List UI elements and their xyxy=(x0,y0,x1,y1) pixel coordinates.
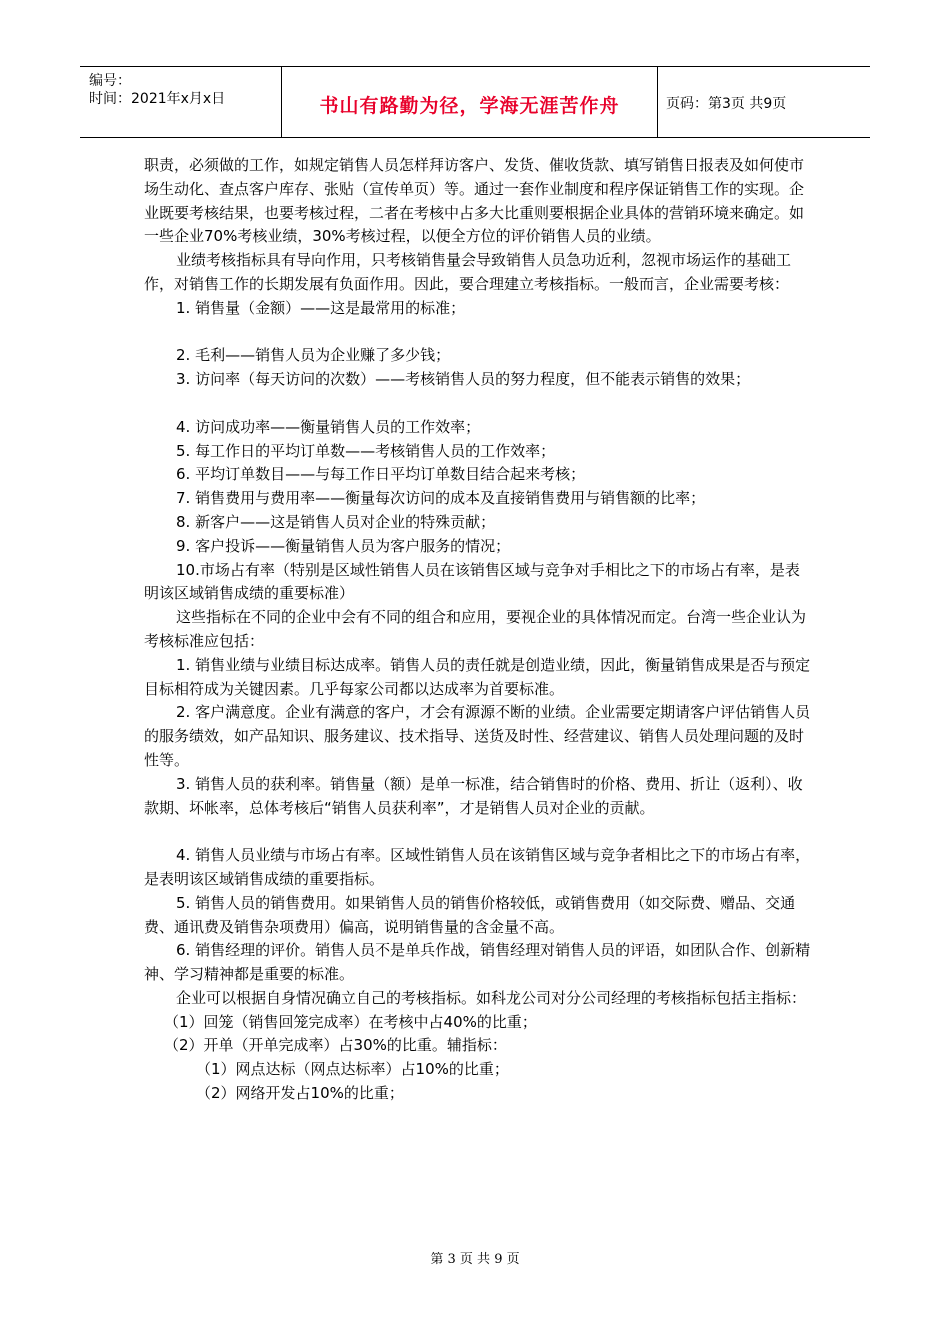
list-item: 6. 销售经理的评价。销售人员不是单兵作战，销售经理对销售人员的评语，如团队合作、创新精神、学习精神都是重要的标准。 xyxy=(144,941,811,984)
page-footer: 第 3 页 共 9 页 xyxy=(430,1252,520,1267)
list-item: 9. 客户投诉——衡量销售人员为客户服务的情况； xyxy=(176,536,511,555)
page-header xyxy=(80,66,870,138)
paragraph: 企业可以根据自身情况确立自己的考核指标。如科龙公司对分公司经理的考核指标包括主指标： xyxy=(176,988,807,1007)
spacer xyxy=(144,321,814,345)
list-item: 3. 销售人员的获利率。销售量（额）是单一标准，结合销售时的价格、费用、折让（返利）、收款期、坏帐率，总体考核后“销售人员获利率”，才是销售人员对企业的贡献。 xyxy=(144,774,803,817)
list-item: 3. 访问率（每天访问的次数）——考核销售人员的努力程度，但不能表示销售的效果； xyxy=(176,370,751,389)
spacer xyxy=(144,392,814,416)
list-item: 1. 销售量（金额）——这是最常用的标准； xyxy=(176,298,466,317)
paragraph: 业绩考核指标具有导向作用，只考核销售量会导致销售人员急功近利，忽视市场运作的基础工作，对销售工作的长期发展有负面作用。因此，要合理建立考核指标。一般而言，企业需要考核： xyxy=(144,251,792,293)
list-item: 1. 销售业绩与业绩目标达成率。销售人员的责任就是创造业绩，因此，衡量销售成果是否与预定目标相符成为关键因素。几乎每家公司都以达成率为首要标准。 xyxy=(144,655,811,698)
list-item: （1）回笼（销售回笼完成率）在考核中占40%的比重； xyxy=(164,1012,537,1031)
document-date-label: 时间：2021年x月x日 xyxy=(89,91,226,107)
list-item: 4. 访问成功率——衡量销售人员的工作效率； xyxy=(176,417,481,436)
list-item: 6. 平均订单数目——与每工作日平均订单数目结合起来考核； xyxy=(176,465,586,484)
list-item: 2. 毛利——销售人员为企业赚了多少钱； xyxy=(176,346,451,365)
list-item: （2）开单（开单完成率）占30%的比重。辅指标： xyxy=(164,1036,507,1055)
list-item: 10.市场占有率（特别是区域性销售人员在该销售区域与竞争对手相比之下的市场占有率，是表明该区域销售成绩的重要标准） xyxy=(144,560,800,603)
header-motto: 书山有路勤为径，学海无涯苦作舟 xyxy=(319,95,620,117)
header-left-cell xyxy=(80,67,282,137)
paragraph: 这些指标在不同的企业中会有不同的组合和应用，要视企业的具体情况而定。台湾一些企业认为考核标准应包括： xyxy=(144,608,807,650)
list-item: 7. 销售费用与费用率——衡量每次访问的成本及直接销售费用与销售额的比率； xyxy=(176,489,706,508)
list-item: （1）网点达标（网点达标率）占10%的比重； xyxy=(196,1060,509,1079)
header-page-number: 页码：第3页 共9页 xyxy=(666,96,787,112)
paragraph: 职责，必须做的工作，如规定销售人员怎样拜访客户、发货、催收货款、填写销售日报表及如何使市场生动化、查点客户库存、张贴（宣传单页）等。通过一套作业制度和程序保证销售工作的实现。企业既要考核结果，也要考核过程，二者在考核中占多大比重则要根据企业具体的营销环境来确定。如一些企业70%考核业绩，30%考核过程，以便全方位的评价销售人员的业绩。 xyxy=(144,156,805,246)
spacer xyxy=(144,820,814,844)
list-item: 4. 销售人员业绩与市场占有率。区域性销售人员在该销售区域与竞争者相比之下的市场占有率，是表明该区域销售成绩的重要指标。 xyxy=(144,846,811,888)
document-number-label: 编号： xyxy=(89,73,131,89)
header-center-cell xyxy=(282,67,658,137)
list-item: 2. 客户满意度。企业有满意的客户，才会有源源不断的业绩。企业需要定期请客户评估销售人员的服务绩效，如产品知识、服务建议、技术指导、送货及时性、经营建议、销售人员处理问题的及时性等。 xyxy=(144,703,811,769)
list-item: 5. 每工作日的平均订单数——考核销售人员的工作效率； xyxy=(176,441,556,460)
list-item: （2）网络开发占10%的比重； xyxy=(196,1084,404,1103)
list-item: 8. 新客户——这是销售人员对企业的特殊贡献； xyxy=(176,512,496,531)
header-right-cell xyxy=(658,67,870,137)
list-item: 5. 销售人员的销售费用。如果销售人员的销售价格较低，或销售费用（如交际费、赠品、交通费、通讯费及销售杂项费用）偏高，说明销售量的含金量不高。 xyxy=(144,893,796,936)
document-body xyxy=(144,154,814,1106)
